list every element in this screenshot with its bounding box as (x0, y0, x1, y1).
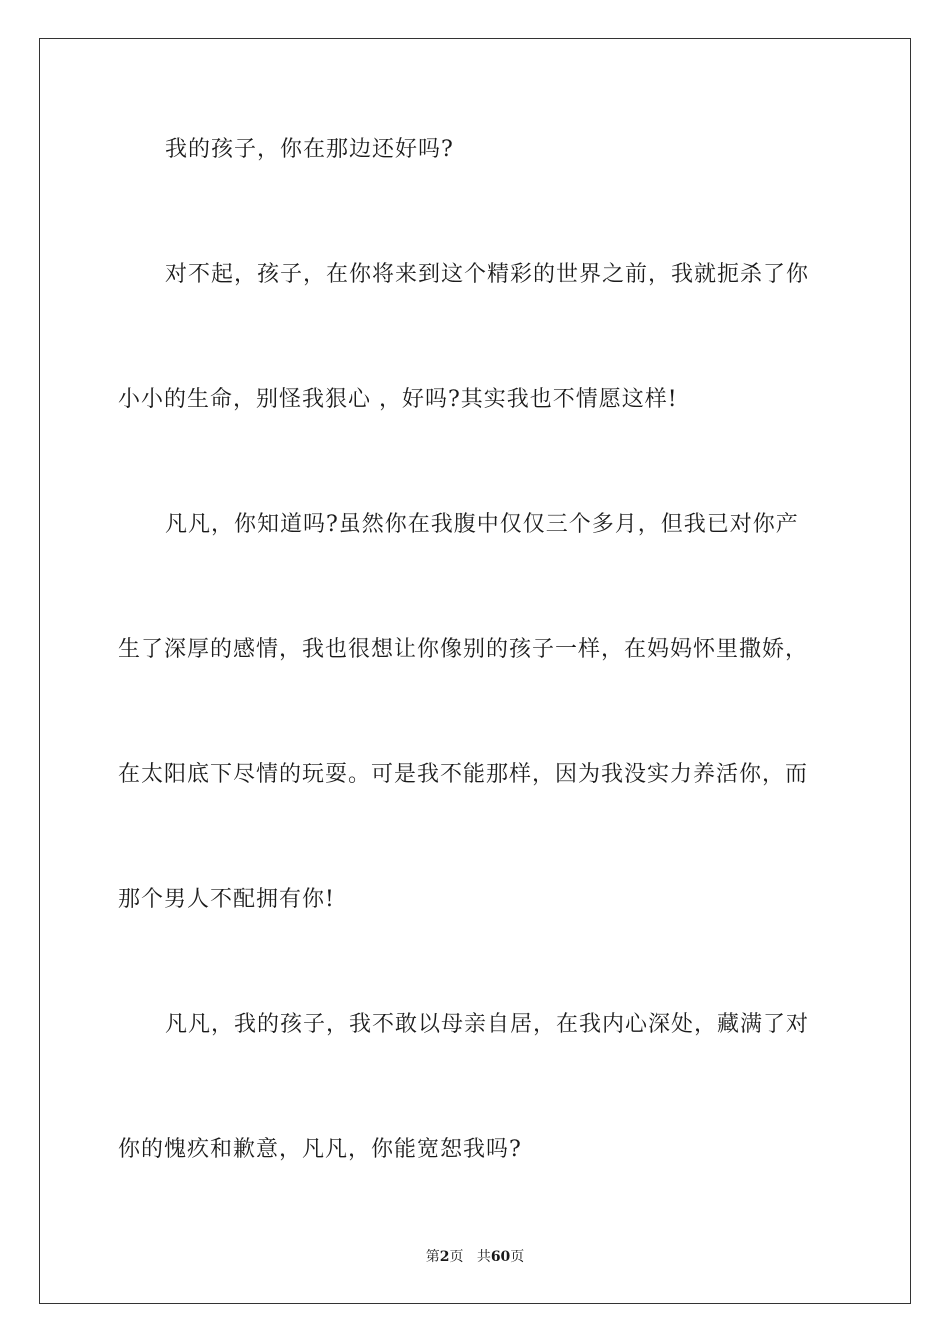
page-border (39, 38, 911, 1304)
total-pages: 60 (490, 1249, 511, 1265)
text-line: 在太阳底下尽情的玩耍。可是我不能那样，因为我没实力养活你，而 (118, 762, 809, 787)
text-line: 小小的生命，别怪我狠心 ，好吗?其实我也不情愿这样! (118, 387, 678, 412)
text-line: 凡凡，我的孩子，我不敢以母亲自居，在我内心深处，藏满了对 (165, 1012, 810, 1037)
page-suffix: 页 (449, 1249, 464, 1265)
text-line: 那个男人不配拥有你! (118, 887, 335, 912)
page-footer (0, 1247, 950, 1267)
page-number: 2 (439, 1249, 450, 1265)
text-line: 你的愧疚和歉意，凡凡，你能宽恕我吗? (118, 1137, 522, 1162)
page-prefix: 第 (425, 1249, 440, 1265)
text-line: 对不起，孩子，在你将来到这个精彩的世界之前，我就扼杀了你 (165, 262, 810, 287)
text-line: 我的孩子，你在那边还好吗? (165, 137, 454, 162)
total-prefix: 共 (476, 1249, 491, 1265)
text-line: 生了深厚的感情，我也很想让你像别的孩子一样，在妈妈怀里撒娇， (118, 637, 809, 662)
total-suffix: 页 (510, 1249, 525, 1265)
text-line: 凡凡，你知道吗?虽然你在我腹中仅仅三个多月，但我已对你产 (165, 512, 799, 537)
